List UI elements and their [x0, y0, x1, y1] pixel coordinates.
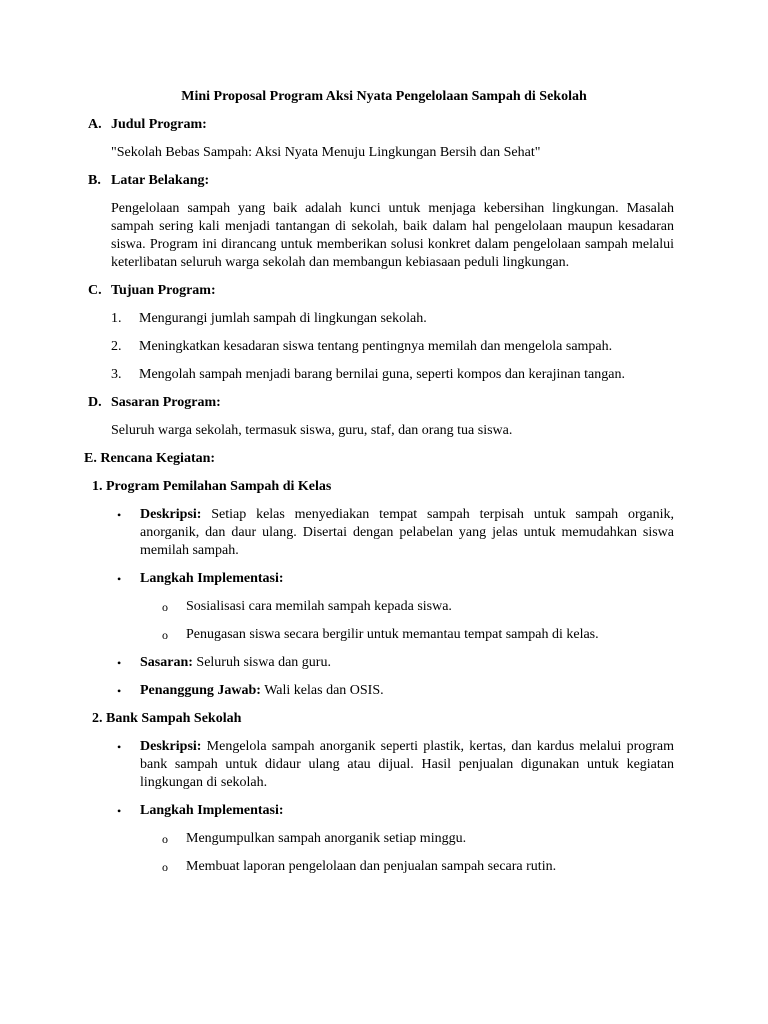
circle-bullet-icon: o	[162, 628, 168, 642]
program-2-step-1	[162, 830, 674, 848]
section-d-heading	[0, 394, 768, 412]
bullet-icon: •	[117, 572, 122, 586]
program-2-step-2	[162, 858, 674, 876]
responsible-label: Penanggung Jawab:	[140, 683, 261, 698]
section-c-title: Tujuan Program:	[111, 283, 216, 298]
section-d-text: Seluruh warga sekolah, termasuk siswa, guru, staf, dan orang tua siswa.	[111, 423, 513, 438]
program-1-description	[117, 506, 674, 560]
bullet-icon: •	[117, 508, 122, 522]
goal-text: Mengurangi jumlah sampah di lingkungan sekolah.	[139, 311, 427, 326]
circle-bullet-icon: o	[162, 600, 168, 614]
steps-label: Langkah Implementasi:	[140, 571, 284, 586]
bullet-icon: •	[117, 740, 122, 754]
section-a-title: Judul Program:	[111, 117, 207, 132]
goal-number: 2.	[111, 339, 122, 354]
section-b-text: Pengelolaan sampah yang baik adalah kunci untuk menjaga kebersihan lingkungan. Masalah sampah sering kali menjadi tantangan di sekolah, baik dalam hal pengelolaan maupun kesadaran siswa. Program ini dirancang untuk memberikan solusi konkret dalam pengelolaan sampah melalui keterlibatan seluruh warga sekolah dan membangun kebiasaan peduli lingkungan.	[111, 201, 674, 270]
document-title: Mini Proposal Program Aksi Nyata Pengelolaan Sampah di Sekolah	[181, 89, 587, 104]
description-text: Mengelola sampah anorganik seperti plastik, kertas, dan kardus melalui program bank sampah untuk didaur ulang atau dijual. Hasil penjualan digunakan untuk kegiatan lingkungan di sekolah.	[140, 739, 674, 790]
description-label: Deskripsi:	[140, 507, 202, 522]
goal-item-2	[111, 338, 674, 356]
target-label: Sasaran:	[140, 655, 193, 670]
program-1-step-2	[162, 626, 674, 644]
responsible-text: Wali kelas dan OSIS.	[260, 683, 384, 698]
program-2-description	[117, 738, 674, 792]
steps-label: Langkah Implementasi:	[140, 803, 284, 818]
circle-bullet-icon: o	[162, 832, 168, 846]
bullet-icon: •	[117, 684, 122, 698]
bullet-icon: •	[117, 804, 122, 818]
section-a-heading	[0, 116, 768, 134]
section-d-title: Sasaran Program:	[111, 395, 221, 410]
bullet-icon: •	[117, 656, 122, 670]
section-e-heading: E. Rencana Kegiatan:	[84, 451, 216, 466]
section-c-heading	[0, 282, 768, 300]
step-text: Mengumpulkan sampah anorganik setiap minggu.	[186, 831, 467, 846]
program-1-heading: 1. Program Pemilahan Sampah di Kelas	[92, 479, 332, 494]
program-2-steps	[117, 802, 674, 820]
goal-item-3	[111, 366, 674, 384]
program-1-step-1	[162, 598, 674, 616]
program-1-target	[117, 654, 674, 672]
step-text: Penugasan siswa secara bergilir untuk memantau tempat sampah di kelas.	[186, 627, 599, 642]
section-b-letter: B.	[88, 173, 101, 188]
circle-bullet-icon: o	[162, 860, 168, 874]
goal-text: Mengolah sampah menjadi barang bernilai guna, seperti kompos dan kerajinan tangan.	[139, 367, 625, 382]
description-label: Deskripsi:	[140, 739, 202, 754]
step-text: Sosialisasi cara memilah sampah kepada siswa.	[186, 599, 452, 614]
program-1-steps	[117, 570, 674, 588]
section-b-title: Latar Belakang:	[111, 173, 210, 188]
section-d-letter: D.	[88, 395, 102, 410]
section-a-letter: A.	[88, 117, 102, 132]
document-body	[0, 116, 768, 886]
section-c-letter: C.	[88, 283, 102, 298]
goal-number: 3.	[111, 367, 122, 382]
goal-item-1	[111, 310, 674, 328]
target-text: Seluruh siswa dan guru.	[192, 655, 331, 670]
section-a-text: "Sekolah Bebas Sampah: Aksi Nyata Menuju Lingkungan Bersih dan Sehat"	[111, 145, 541, 160]
goal-text: Meningkatkan kesadaran siswa tentang pentingnya memilah dan mengelola sampah.	[139, 339, 613, 354]
step-text: Membuat laporan pengelolaan dan penjualan sampah secara rutin.	[186, 859, 557, 874]
program-2-heading: 2. Bank Sampah Sekolah	[92, 711, 242, 726]
description-text: Setiap kelas menyediakan tempat sampah terpisah untuk sampah organik, anorganik, dan daur ulang. Disertai dengan pelabelan yang jelas untuk memudahkan siswa memilah sampah.	[140, 507, 674, 558]
goal-number: 1.	[111, 311, 122, 326]
section-b-heading	[0, 172, 768, 190]
program-1-responsible	[117, 682, 674, 700]
